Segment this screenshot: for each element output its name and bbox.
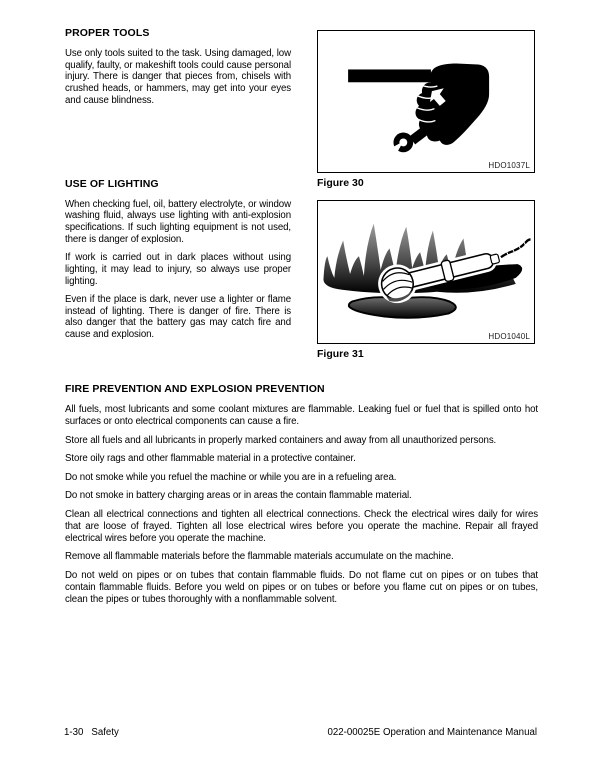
left-column — [65, 27, 291, 348]
figure-31-image-frame — [317, 200, 535, 344]
figure-30-caption: Figure 30 — [317, 177, 364, 189]
beam-shape — [348, 69, 431, 82]
fire-paragraph-2: Store all fuels and all lubricants in properly marked containers and away from all unauthorized persons. — [65, 434, 497, 446]
fire-paragraph-3: Store oily rags and other flammable material in a protective container. — [65, 453, 356, 464]
page-footer — [64, 727, 537, 738]
section-heading-use-of-lighting: USE OF LIGHTING — [65, 177, 159, 190]
footer-page-number — [64, 727, 119, 738]
section-heading-proper-tools: PROPER TOOLS — [65, 27, 150, 39]
fire-prevention-section — [65, 383, 538, 612]
footer-chapter-label: Safety — [91, 727, 119, 738]
lighting-paragraph-2: If work is carried out in dark places without using lighting, it may lead to injury, so always use proper lighting. — [65, 252, 291, 287]
figure-30 — [317, 30, 535, 189]
fire-paragraph-8: Do not weld on pipes or on tubes that contain flammable fluids. Do not flame cut on pipes or on tubes that contain flammable fluids. Before you weld on pipes or on tubes or before you flame cut on pipes or on tubes, clean the pipes or tubes thoroughly with a nonflammable solvent. — [65, 569, 538, 605]
fire-paragraph-5: Do not smoke in battery charging areas or in areas the contain flammable material. — [65, 490, 412, 501]
fire-paragraph-1: All fuels, most lubricants and some coolant mixtures are flammable. Leaking fuel or fuel that is spilled onto hot surfaces or onto electrical components can cause a fire. — [65, 404, 538, 427]
fire-paragraph-7: Remove all flammable materials before the flammable materials accumulate on the machine. — [65, 551, 454, 562]
footer-manual-title: 022-00025E Operation and Maintenance Manual — [327, 727, 537, 738]
figure-30-image-frame — [317, 30, 535, 173]
lamp-cord-shape — [501, 239, 531, 257]
lighting-paragraph-1: When checking fuel, oil, battery electrolyte, or window washing fluid, always use lighting with anti-explosion specifications. If such lighting equipment is not used, there is danger of explosion. — [65, 198, 291, 245]
footer-page-label: 1-30 — [64, 727, 84, 738]
figure-31-code: HDO1040L — [488, 332, 530, 341]
figure-30-code: HDO1037L — [488, 161, 530, 170]
hand-wrench-hazard-icon — [318, 31, 534, 172]
figure-31 — [317, 200, 535, 360]
lighting-paragraph-3: Even if the place is dark, never use a lighter or flame instead of lighting. There is danger of fire. There is also danger that the battery gas may catch fire and cause and explosion. — [65, 294, 291, 341]
fire-paragraph-4: Do not smoke while you refuel the machine or while you are in a refueling area. — [65, 471, 397, 483]
hand-lamp-fire-hazard-icon — [318, 201, 534, 343]
fire-paragraph-6: Clean all electrical connections and tighten all electrical connections. Check the electrical wires daily for wires that are loose of frayed. Tighten all lose electrical wires before you operate the machine. Repair all frayed electrical wires before you operate the machine. — [65, 508, 538, 544]
proper-tools-paragraph: Use only tools suited to the task. Using damaged, low qualify, faulty, or makeshift tools could cause personal injury. There is danger that pieces from, chisels with crushed heads, or hammers, may get into your eyes and cause blindness. — [65, 48, 291, 106]
figure-31-caption: Figure 31 — [317, 348, 364, 360]
section-heading-fire-prevention: FIRE PREVENTION AND EXPLOSION PREVENTION — [65, 383, 325, 395]
